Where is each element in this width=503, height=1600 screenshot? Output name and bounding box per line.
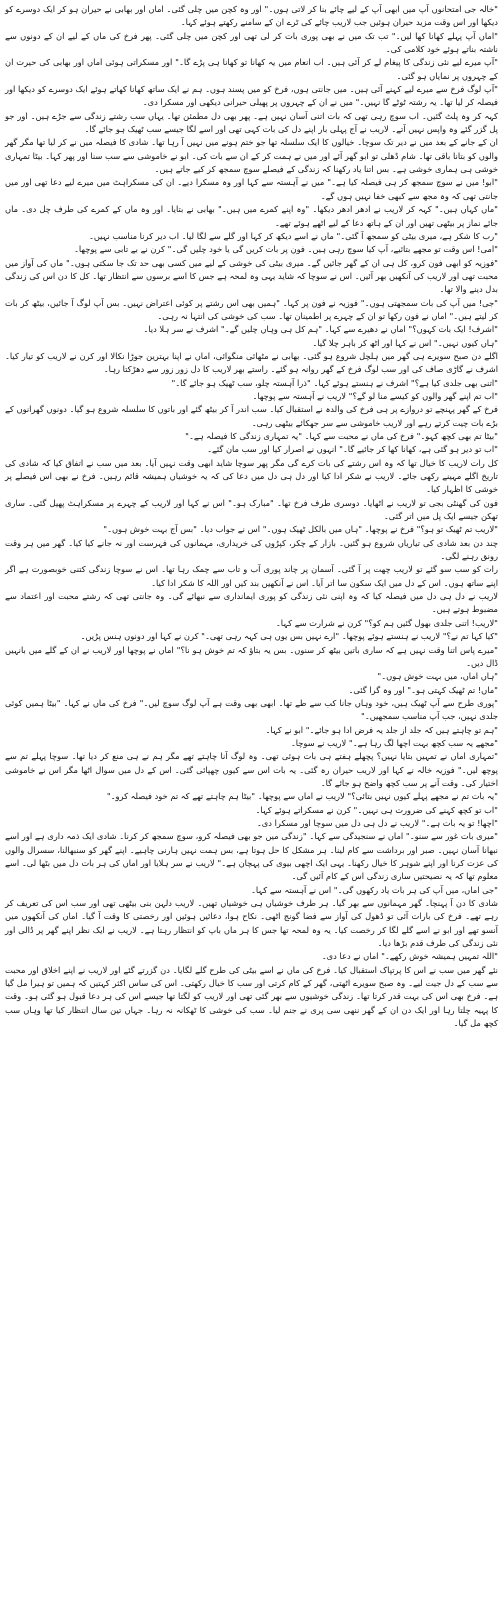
paragraph: فون کی گھنٹی بجی تو لاریب نے اٹھایا۔ دوسری طرف فرخ تھا۔ "مبارک ہو۔" اس نے کہا اور لاریب کے چہرے پر مسکراہٹ پھیل گئی۔ ساری تھکن جیسے ایک پل میں اتر گئی۔ [5, 497, 498, 522]
paragraph: شادی کا دن آ پہنچا۔ گھر مہمانوں سے بھر گیا۔ ہر طرف خوشیاں ہی خوشیاں تھیں۔ لاریب دلہن بنی بیٹھی تھی اور سب اس کی تعریف کر رہے تھے۔ فرخ کی بارات آئی تو ڈھول کی آواز سے فضا گونج اٹھی۔ نکاح ہوا، دعائیں ہوئیں اور رخصتی کا وقت آ گیا۔ اماں کی آنکھوں میں آنسو تھے اور ابو نے اسے گلے لگا کر رخصت کیا۔ یہ وہ لمحہ تھا جس کا ہر ماں باپ کو انتظار رہتا ہے۔ لاریب نے ایک نظر اپنے گھر پر ڈالی اور نئی زندگی کی طرف قدم بڑھا دیا۔ [5, 898, 498, 949]
paragraph: "آپ لوگ فرخ سے میرے لیے کہنے آئی ہیں۔ میں جانتی ہوں، فرخ کو میں پسند ہوں۔ ہم نے ایک ساتھ کھانا کھاتے ہوئے ایک دوسرے کو دیکھا اور فیصلہ کر لیا تھا۔ یہ رشتہ ٹوٹے گا نہیں۔" میں نے ان کے چہروں پر پھیلی حیرانی دیکھی اور مسکرا دی۔ [5, 84, 498, 108]
paragraph: "یہ بات تم نے مجھے پہلے کیوں نہیں بتائی؟" لاریب نے اماں سے پوچھا۔ "بیٹا ہم چاہتے تھے کہ تم خود فیصلہ کرو۔" [106, 791, 498, 802]
paragraph: "ہاں اماں، میں بہت خوش ہوں۔" [377, 671, 498, 682]
paragraph: لاریب نے دل ہی دل میں فیصلہ کیا کہ وہ اپنی نئی زندگی کو پوری ایمانداری سے نبھائے گی۔ وہ جانتی تھی کہ رشتے محبت اور اعتماد سے مضبوط ہوتے ہیں۔ [5, 591, 498, 615]
paragraph: "ابو! میں نے سوچ سمجھ کر ہی فیصلہ کیا ہے۔" میں نے آہستہ سے کہا اور وہ مسکرا دیے۔ ان کی مسکراہٹ میں میرے لیے دعا تھی اور میں جانتی تھی کہ وہ مجھ سے کبھی خفا نہیں ہوں گے۔ [5, 177, 498, 201]
paragraph: "اشرف! ایک بات کہوں؟" اماں نے دھیرے سے کہا۔ "ہم کل ہی وہاں چلیں گے۔" اشرف نے سر ہلا دیا۔ [143, 324, 498, 335]
paragraph: چند دن بعد شادی کی تیاریاں شروع ہو گئیں۔ بازار کے چکر، کپڑوں کی خریداری، مہمانوں کی فہرست اور نہ جانے کیا کیا۔ گھر میں ہر وقت رونق رہنے لگی۔ [5, 537, 498, 562]
paragraph: "میرے پاس اتنا وقت نہیں ہے کہ ساری باتیں بیٹھ کر سنوں۔ بس یہ بتاؤ کہ تم خوش ہو نا؟" اماں نے پوچھا اور لاریب نے ان کے گلے میں بانہیں ڈال دیں۔ [5, 644, 498, 668]
paragraph: "تمہاری اماں نے تمہیں بتایا نہیں؟ پچھلے ہفتے ہی بات ہوئی تھی۔ وہ لوگ آنا چاہتے تھے مگر ہم نے ہی منع کر دیا تھا۔ سوچا پہلے تم سے پوچھ لیں۔" فوزیہ خالہ نے کہا اور لاریب حیران رہ گئی۔ یہ بات اس سے کیوں چھپائی گئی۔ اس کے دل میں سوال اٹھا مگر اس نے خاموشی اختیار کی۔ وقت آنے پر سب کچھ واضح ہو جائے گا۔ [5, 751, 498, 788]
paragraph: "پوری طرح سے آپ ٹھیک ہیں، خود وہاں جانا کب سے طے تھا۔ ابھی بھی وقت ہے آپ لوگ سوچ لیں۔" فرخ کی ماں نے کہا۔ "بیٹا ہمیں کوئی جلدی نہیں، جب آپ مناسب سمجھیں۔" [5, 697, 498, 722]
paragraph: "فوزیہ کو ابھی فون کرو، کل ہی ان کے گھر جائیں گے۔ میری بیٹی کی خوشی کے لیے میں کسی بھی حد تک جا سکتی ہوں۔" ماں کی آواز میں محبت تھی اور لاریب کی آنکھیں بھر آئیں۔ اس نے سوچا کہ شاید یہی وہ لمحہ ہے جس کا اسے برسوں سے انتظار تھا۔ کل کا دن اس کی زندگی بدل دینے والا تھا۔ [5, 257, 498, 295]
paragraph: "اتنی بھی جلدی کیا ہے؟" اشرف نے ہنستے ہوئے کہا۔ "ذرا آہستہ چلو، سب ٹھیک ہو جائے گا۔" [171, 377, 498, 388]
paragraph: "اللہ تمہیں ہمیشہ خوش رکھے۔" اماں نے دعا دی۔ [321, 951, 498, 962]
paragraph: "لاریب تم ٹھیک تو ہو؟" فرخ نے پوچھا۔ "ہاں میں بالکل ٹھیک ہوں۔" اس نے جواب دیا۔ "بس آج بہت خوش ہوں۔" [103, 524, 498, 535]
paragraph: "خالہ جی امتحانوں آپ میں ابھی آپ کے لیے چائے بنا کر لاتی ہوں۔" اور وہ کچن میں چلی گئی۔ اماں اور بھابی نے حیران ہو کر ایک دوسرے کو دیکھا اور اس وقت مزید حیران ہوئیں جب لاریب چائے کی ٹرے ان کے سامنے رکھتے ہوئے کہا۔ [5, 4, 498, 28]
paragraph: "اب تو کچھ کہنے کی ضرورت ہی نہیں۔" کرن نے مسکراتے ہوئے کہا۔ [255, 804, 498, 815]
paragraph: نئے گھر میں سب نے اس کا پرتپاک استقبال کیا۔ فرخ کی ماں نے اسے بیٹی کی طرح گلے لگایا۔ دن گزرتے گئے اور لاریب نے اپنے اخلاق اور محبت سے سب کے دل جیت لیے۔ وہ صبح سویرے اٹھتی، گھر کے کام کرتی اور سب کا خیال رکھتی۔ اس کی ساس اکثر کہتیں کہ ہمیں تو ہیرا مل گیا ہے۔ فرخ بھی اس کی بہت قدر کرتا تھا۔ زندگی خوشیوں سے بھر گئی تھی اور لاریب کو لگتا تھا جیسے اس کی ہر دعا قبول ہو گئی ہو۔ وقت کا پہیہ چلتا رہا اور ایک دن ان کے گھر ننھی سی پری نے جنم لیا۔ سب کی خوشی کا ٹھکانہ نہ رہا۔ جہاں تین سال انتظار کیا تھا وہاں سب کچھ مل گیا۔ [5, 964, 498, 1029]
paragraph: "جی! میں آپ کی بات سمجھتی ہوں۔" فوزیہ نے فون پر کہا۔ "ہمیں بھی اس رشتے پر کوئی اعتراض نہیں۔ بس آپ لوگ آ جائیں، بیٹھ کر بات کر لیتے ہیں۔" اماں نے فون رکھا تو ان کے چہرے پر اطمینان تھا۔ سب کی خوشی کی انتہا نہ رہی۔ [5, 297, 498, 321]
paragraph: کل رات لاریب کا خیال تھا کہ وہ اس رشتے کی بات کرے گی مگر پھر سوچا شاید ابھی وقت نہیں آیا۔ بعد میں سب نے اتفاق کیا کہ شادی کی تاریخ اگلے مہینے رکھی جائے۔ لاریب نے شکر ادا کیا اور دل ہی دل میں دعا کی کہ یہ خوشیاں ہمیشہ قائم رہیں۔ فرخ نے بھی اس فیصلے پر خوشی کا اظہار کیا۔ [5, 457, 498, 495]
paragraph: "اب تو دیر ہو گئی ہے، کھانا کھا کر جائیے گا۔" انہوں نے اصرار کیا اور سب مان گئے۔ [207, 444, 498, 455]
paragraph: "بیٹا تم بھی کچھ کہو۔" فرخ کی ماں نے محبت سے کہا۔ "یہ تمہاری زندگی کا فیصلہ ہے۔" [185, 431, 498, 441]
paragraph: "مجھے یہ سب کچھ بہت اچھا لگ رہا ہے۔" لاریب نے سوچا۔ [290, 737, 498, 748]
paragraph: رات کو سب سو گئے تو لاریب چھت پر آ گئی۔ آسمان پر چاند پوری آب و تاب سے چمک رہا تھا۔ اس نے سوچا زندگی کتنی خوبصورت ہے اگر اپنے ساتھ ہوں۔ اس کے دل میں ایک سکون سا اتر آیا۔ اس نے آنکھیں بند کیں اور اللہ کا شکر ادا کیا۔ [5, 564, 498, 588]
paragraph: "ماں! تم ٹھیک کہتی ہو۔" اور وہ گرا گئی۔ [348, 684, 498, 695]
paragraph: "کیا کہا تم نے؟" لاریب نے ہنستے ہوئے پوچھا۔ "ارے نہیں بس یوں ہی کہہ رہی تھی۔" کرن نے کہا اور دونوں ہنس پڑیں۔ [80, 631, 498, 642]
paragraph: "امی! اس وقت تو مجھے بتائیے، آپ کیا سوچ رہی ہیں۔ فون پر بات کریں گی یا خود چلیں گی۔" کرن نے بے تابی سے پوچھا۔ [74, 244, 498, 255]
paragraph: "آپ میرے لیے نئی زندگی کا پیغام لے کر آئی ہیں۔ اب انعام میں یہ کھانا تو کھانا ہی پڑے گا۔" اور مسکراتی ہوئی اماں اور بھابی کی حیرت ان کے چہروں پر نمایاں ہو گئی۔ [5, 57, 498, 81]
paragraph: فرخ کے گھر پہنچے تو دروازے پر ہی فرخ کی والدہ نے استقبال کیا۔ سب اندر آ کر بیٹھ گئے اور باتوں کا سلسلہ شروع ہو گیا۔ دونوں گھرانوں کے بڑے بات چیت کرتے رہے اور لاریب خاموشی سے سر جھکائے بیٹھی رہی۔ [5, 404, 498, 428]
paragraph: "اچھا! تو یہ بات ہے۔" لاریب نے دل ہی دل میں سوچا اور مسکرا دی۔ [256, 817, 498, 828]
paragraph: اگلے دن صبح سویرے ہی گھر میں ہلچل شروع ہو گئی۔ بھابی نے مٹھائی منگوائی، اماں نے اپنا بہترین جوڑا نکالا اور کرن نے لاریب کو تیار کیا۔ اشرف نے گاڑی صاف کی اور سب لوگ فرخ کے گھر روانہ ہو گئے۔ راستے بھر لاریب کا دل زور زور سے دھڑکتا رہا۔ [5, 350, 498, 375]
paragraph: "ماں کہاں ہیں۔" کہہ کر لاریب نے ادھر ادھر دیکھا۔ "وہ اپنے کمرے میں ہیں۔" بھابی نے بتایا۔ اور وہ ماں کے کمرے کی طرف چل دی۔ ماں جائے نماز پر بیٹھی تھیں اور ان کے ہاتھ دعا کے لیے اٹھے ہوئے تھے۔ [5, 204, 498, 228]
paragraph: "اب تم اپنے گھر والوں کو کیسے منا لو گے؟" لاریب نے آہستہ سے پوچھا۔ [252, 390, 498, 401]
paragraph: "ہاں کیوں نہیں۔" اس نے کہا اور اٹھ کر باہر چلا گیا۔ [312, 337, 498, 348]
paragraph: "لاریب! اتنی جلدی بھول گئیں ہم کو؟" کرن نے شرارت سے کہا۔ [275, 617, 498, 628]
paragraph: "رب کا شکر ہے، میری بیٹی کو سمجھ آ گئی۔" ماں نے اسے دیکھ کر کہا اور گلے سے لگا لیا۔ اب دیر کرنا مناسب نہیں۔ [88, 230, 498, 241]
paragraph: "اماں آپ پہلے کھانا کھا لیں۔" تب تک میں نے بھی پوری بات کر لی تھی اور کچن میں چلی گئی۔ پھر فرخ کی ماں کے لیے ان کے دونوں سے ناشتہ بناتے ہوئے خود کلامی کی۔ [5, 30, 498, 55]
paragraph: ان کے جانے کے بعد میں نے دیر تک سوچا۔ خیالوں کا ایک سلسلہ تھا جو ختم ہونے میں نہیں آ رہا تھا۔ شادی کا فیصلہ میں نے کر لیا تھا مگر گھر والوں کو بتانا باقی تھا۔ شام ڈھلی تو ابو گھر آئے اور میں نے ہمت کر کے ان سے بات کی۔ ابو نے خاموشی سے سب سنا اور پھر کہا۔ بیٹا تمہاری خوشی ہی ہماری خوشی ہے۔ بس اتنا یاد رکھنا کہ زندگی کے فیصلے سوچ سمجھ کر کیے جاتے ہیں۔ [5, 137, 498, 175]
paragraph: "ہم تو چاہتے ہیں کہ جلد از جلد یہ فرض ادا ہو جائے۔" ابو نے کہا۔ [265, 724, 498, 735]
paragraph: "جی اماں، میں آپ کی ہر بات یاد رکھوں گی۔" اس نے آہستہ سے کہا۔ [251, 884, 498, 895]
paragraph: "میری بات غور سے سنو۔" اماں نے سنجیدگی سے کہا۔ "زندگی میں جو بھی فیصلہ کرو، سوچ سمجھ کر کرنا۔ شادی ایک ذمہ داری ہے اور اسے نبھانا آسان نہیں۔ صبر اور برداشت سے کام لینا۔ ہر مشکل کا حل ہوتا ہے، بس ہمت نہیں ہارنی چاہیے۔ اپنے گھر کو سنبھالنا، سسرال والوں کی عزت کرنا اور اپنے شوہر کا خیال رکھنا۔ یہی ایک اچھی بیوی کی پہچان ہے۔" لاریب نے سر ہلایا اور اماں کی ہر بات دل میں بٹھا لی۔ اسے معلوم تھا کہ یہ نصیحتیں ساری زندگی اس کے کام آئیں گی۔ [5, 831, 498, 882]
paragraph: کہہ کر وہ پلٹ گئیں۔ اب سوچ رہی تھی کہ بات اتنی آسان نہیں ہے۔ پھر بھی دل مطمئن تھا۔ یہاں سب رشتے زندگی سے جڑے ہیں۔ اور جو پل گزر گئے وہ واپس نہیں آتے۔ لاریب نے آج پہلی بار اپنے دل کی بات کہی تھی اور اسے لگا جیسے سب ٹھیک ہو جائے گا۔ [5, 110, 498, 135]
